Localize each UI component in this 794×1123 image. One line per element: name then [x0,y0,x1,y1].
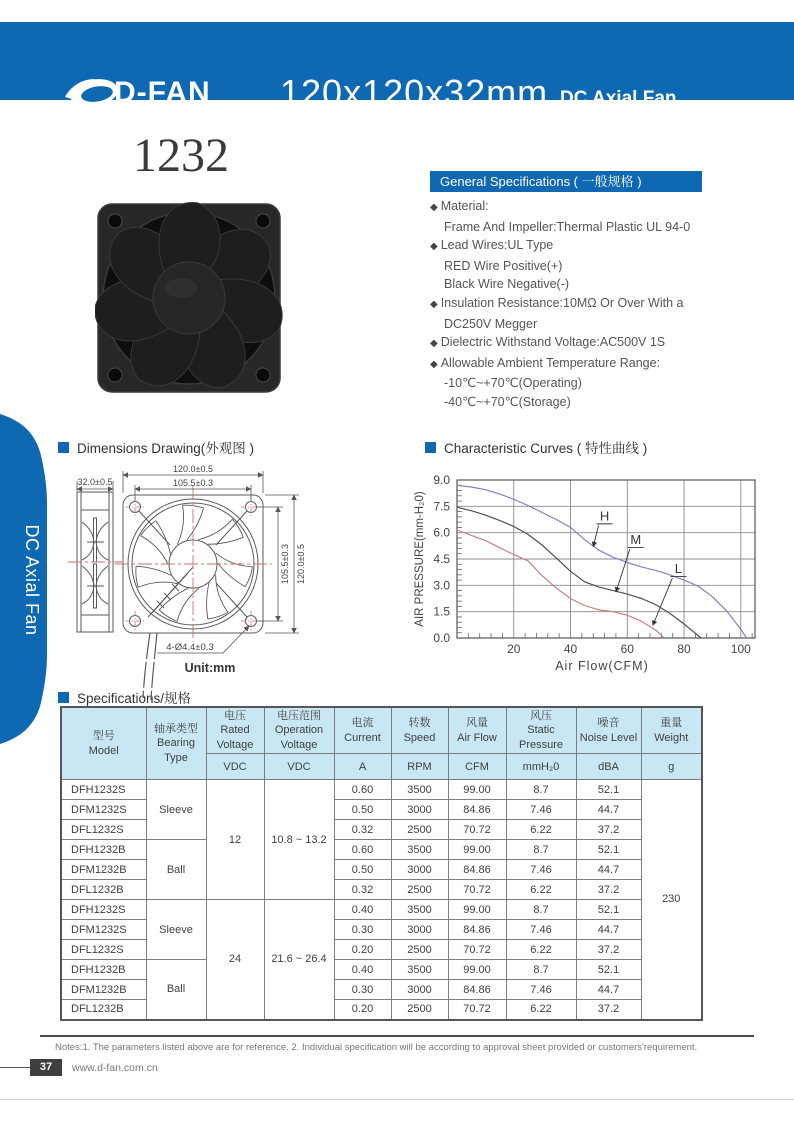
bearing-cell: Ball [146,960,206,1020]
curve-label-H: H [599,508,610,524]
svg-text:1.5: 1.5 [433,604,450,619]
spec-item-text: Black Wire Negative(-) [444,277,570,292]
rated-voltage-cell: 12 [206,780,264,900]
spec-item [430,218,760,237]
speed-cell: 3500 [391,840,448,860]
unit-label: Unit:mm [184,661,236,675]
noise-cell: 44.7 [576,920,641,940]
spec-table-wrap [60,706,703,1021]
current-cell: 0.20 [334,940,391,960]
model-number: 1232 [133,129,229,182]
current-cell: 0.30 [334,980,391,1000]
svg-text:0.0: 0.0 [433,631,450,645]
air-flow-cell: 84.86 [448,860,506,880]
speed-cell: 3500 [391,780,448,800]
pressure-cell: 6.22 [506,820,576,840]
noise-cell: 52.1 [576,840,641,860]
chart-xlabel: Air Flow(CFM) [555,659,649,673]
rated-voltage-cell: 24 [206,900,264,1020]
spec-item [430,374,760,393]
website-url: www.d-fan.com.cn [72,1062,158,1074]
table-row [61,960,702,980]
spec-item-text: DC250V Megger [444,316,538,331]
model-cell: DFH1232B [61,840,146,860]
spec-table-body [61,780,702,1020]
operation-voltage-cell: 21.6 ~ 26.4 [264,900,334,1020]
spec-item-text: Material: [440,199,489,213]
spec-item-text: Lead Wires:UL Type [440,238,554,253]
col-operation-voltage: 电压范围 Operation Voltage [264,707,334,754]
model-cell: DFM1232S [61,920,146,940]
col-speed: 转数 Speed [391,707,448,754]
spec-item [430,197,760,218]
center-lines [68,486,272,642]
header-band [0,22,794,113]
col-air-flow: 风量 Air Flow [448,707,506,754]
section-curves [425,437,647,457]
air-flow-cell: 70.72 [448,940,506,960]
air-flow-cell: 84.86 [448,980,506,1000]
operation-voltage-cell: 10.8 ~ 13.2 [264,780,334,900]
current-cell: 0.20 [334,1000,391,1020]
spec-item [430,257,760,276]
model-cell: DFL1232B [61,880,146,900]
footer-notes: Notes:1. The parameters listed above are for reference. 2. Individual specification will be according to approval sheet provided or customers'requirement. [55,1042,698,1053]
svg-text:80: 80 [677,642,691,656]
speed-cell: 3000 [391,980,448,1000]
section-dimensions-label: Dimensions Drawing(外观图 ) [77,441,255,456]
air-flow-cell: 99.00 [448,780,506,800]
page-badge-line [0,1067,30,1068]
spec-item [430,354,760,375]
model-cell: DFL1232B [61,1000,146,1020]
dimensions-drawing [60,460,400,710]
model-cell: DFL1232S [61,940,146,960]
air-flow-cell: 99.00 [448,960,506,980]
unit-noise: dBA [576,754,641,780]
speed-cell: 2500 [391,940,448,960]
general-specs-list [430,197,760,412]
bearing-cell: Ball [146,840,206,900]
page-subtitle: DC Axial Fan [560,88,677,109]
noise-cell: 52.1 [576,960,641,980]
dim-height-inner-label: 105.5±0.3 [280,544,290,584]
svg-text:6.0: 6.0 [433,525,450,540]
footer-rule [40,1035,754,1037]
diamond-bullet-icon: ◆ [430,241,438,253]
spec-item [430,236,760,257]
curves-chart-svg [410,460,770,678]
current-cell: 0.30 [334,920,391,940]
svg-text:20: 20 [507,642,521,656]
blue-square-icon [425,442,436,453]
dim-width-outer-label: 120.0±0.5 [173,464,213,474]
pressure-cell: 7.46 [506,800,576,820]
bearing-cell: Sleeve [146,780,206,840]
unit-speed: RPM [391,754,448,780]
current-cell: 0.50 [334,800,391,820]
svg-text:40: 40 [563,642,578,656]
spec-table [60,706,703,1021]
section-dimensions [58,437,254,457]
speed-cell: 3000 [391,920,448,940]
current-cell: 0.32 [334,820,391,840]
col-current: 电流 Current [334,707,391,754]
spec-item-text: -10℃~+70℃(Operating) [444,376,582,391]
table-row [61,780,702,800]
svg-text:100: 100 [730,642,751,656]
pressure-cell: 7.46 [506,860,576,880]
spec-item [430,315,760,334]
dim-depth-label: 32.0±0.5 [77,477,113,487]
curve-label-L: L [674,561,682,577]
current-cell: 0.40 [334,960,391,980]
noise-cell: 37.2 [576,820,641,840]
pressure-cell: 7.46 [506,980,576,1000]
spec-item-text: Frame And Impeller:Thermal Plastic UL 94-0 [444,219,691,234]
model-cell: DFH1232B [61,960,146,980]
diamond-bullet-icon: ◆ [430,358,438,370]
model-cell: DFH1232S [61,780,146,800]
noise-cell: 44.7 [576,800,641,820]
diamond-bullet-icon: ◆ [430,338,438,350]
current-cell: 0.40 [334,900,391,920]
unit-rated-voltage: VDC [206,754,264,780]
speed-cell: 2500 [391,820,448,840]
category-side-tab [0,414,48,746]
dim-height-outer-label: 120.0±0.5 [296,544,306,584]
speed-cell: 3500 [391,900,448,920]
blue-square-icon [58,442,69,453]
col-noise: 噪音 Noise Level [576,707,641,754]
noise-cell: 44.7 [576,860,641,880]
dim-holes-label: 4-Ø4.4±0.3 [166,642,214,653]
dim-width-inner-label: 105.5±0.3 [173,478,213,488]
pressure-cell: 7.46 [506,920,576,940]
current-cell: 0.60 [334,840,391,860]
spec-item [430,393,760,412]
spec-item-text: Dielectric Withstand Voltage:AC500V 1S [440,335,666,350]
general-specs-header: General Specifications ( 一般规格 ) [430,171,702,192]
current-cell: 0.50 [334,860,391,880]
noise-cell: 37.2 [576,1000,641,1020]
speed-cell: 3500 [391,960,448,980]
page-number-badge: 37 [30,1059,62,1076]
col-bearing: 轴承类型 Bearing Type [146,707,206,780]
col-static-pressure: 风压 Static Pressure [506,707,576,754]
speed-cell: 3000 [391,800,448,820]
section-curves-label: Characteristic Curves ( 特性曲线 ) [444,441,648,456]
model-cell: DFM1232B [61,860,146,880]
pressure-cell: 8.7 [506,900,576,920]
unit-current: A [334,754,391,780]
current-cell: 0.60 [334,780,391,800]
spec-item-text: Insulation Resistance:10MΩ Or Over With a [440,295,684,310]
speed-cell: 2500 [391,880,448,900]
noise-cell: 37.2 [576,940,641,960]
diamond-bullet-icon: ◆ [430,202,438,213]
air-flow-cell: 99.00 [448,840,506,860]
speed-cell: 2500 [391,1000,448,1020]
pressure-cell: 6.22 [506,940,576,960]
air-flow-cell: 70.72 [448,1000,506,1020]
spec-item [430,294,760,315]
unit-weight: g [641,754,702,780]
chart-ylabel: AIR PRESSURE(mm-H₂0) [414,491,426,627]
diamond-bullet-icon: ◆ [430,298,438,310]
page-title: 120x120x32mm [280,72,549,113]
unit-operation-voltage: VDC [264,754,334,780]
col-model: 型号 Model [61,707,146,780]
spec-item [430,333,760,354]
pressure-cell: 6.22 [506,1000,576,1020]
table-row [61,900,702,920]
curve-label-M: M [630,532,642,548]
current-cell: 0.32 [334,880,391,900]
unit-air-flow: CFM [448,754,506,780]
front-view-dims [123,471,299,653]
air-flow-cell: 99.00 [448,900,506,920]
noise-cell: 37.2 [576,880,641,900]
speed-cell: 3000 [391,860,448,880]
svg-text:3.0: 3.0 [433,578,450,593]
spec-item [430,275,760,294]
curves-chart [410,460,770,683]
svg-text:9.0: 9.0 [433,473,450,487]
svg-text:4.5: 4.5 [433,552,450,566]
spec-item-text: RED Wire Positive(+) [444,258,563,273]
model-cell: DFM1232B [61,980,146,1000]
pressure-cell: 8.7 [506,960,576,980]
section-specifications-label: Specifications/规格 [77,691,192,706]
air-flow-cell: 84.86 [448,920,506,940]
noise-cell: 52.1 [576,900,641,920]
pressure-cell: 8.7 [506,780,576,800]
pressure-cell: 6.22 [506,880,576,900]
noise-cell: 52.1 [576,780,641,800]
brand-name: D-FAN [114,76,211,109]
svg-text:60: 60 [620,642,634,656]
unit-static-pressure: mmH₂0 [506,754,576,780]
air-flow-cell: 70.72 [448,880,506,900]
model-cell: DFH1232S [61,900,146,920]
page-bottom-line [0,1099,794,1100]
dfan-logo-icon [64,74,120,112]
table-row [61,840,702,860]
weight-cell: 230 [641,780,702,1020]
col-weight: 重量 Weight [641,707,702,754]
air-flow-cell: 84.86 [448,800,506,820]
fan-photo [95,198,283,398]
noise-cell: 44.7 [576,980,641,1000]
side-tab-label: DC Axial Fan [22,524,42,636]
col-rated-voltage: 电压 Rated Voltage [206,707,264,754]
bearing-cell: Sleeve [146,900,206,960]
model-cell: DFM1232S [61,800,146,820]
model-cell: DFL1232S [61,820,146,840]
spec-item-text: -40℃~+70℃(Storage) [444,394,571,409]
pressure-cell: 8.7 [506,840,576,860]
spec-item-text: Allowable Ambient Temperature Range: [440,355,661,370]
air-flow-cell: 70.72 [448,820,506,840]
svg-text:7.5: 7.5 [433,499,450,514]
